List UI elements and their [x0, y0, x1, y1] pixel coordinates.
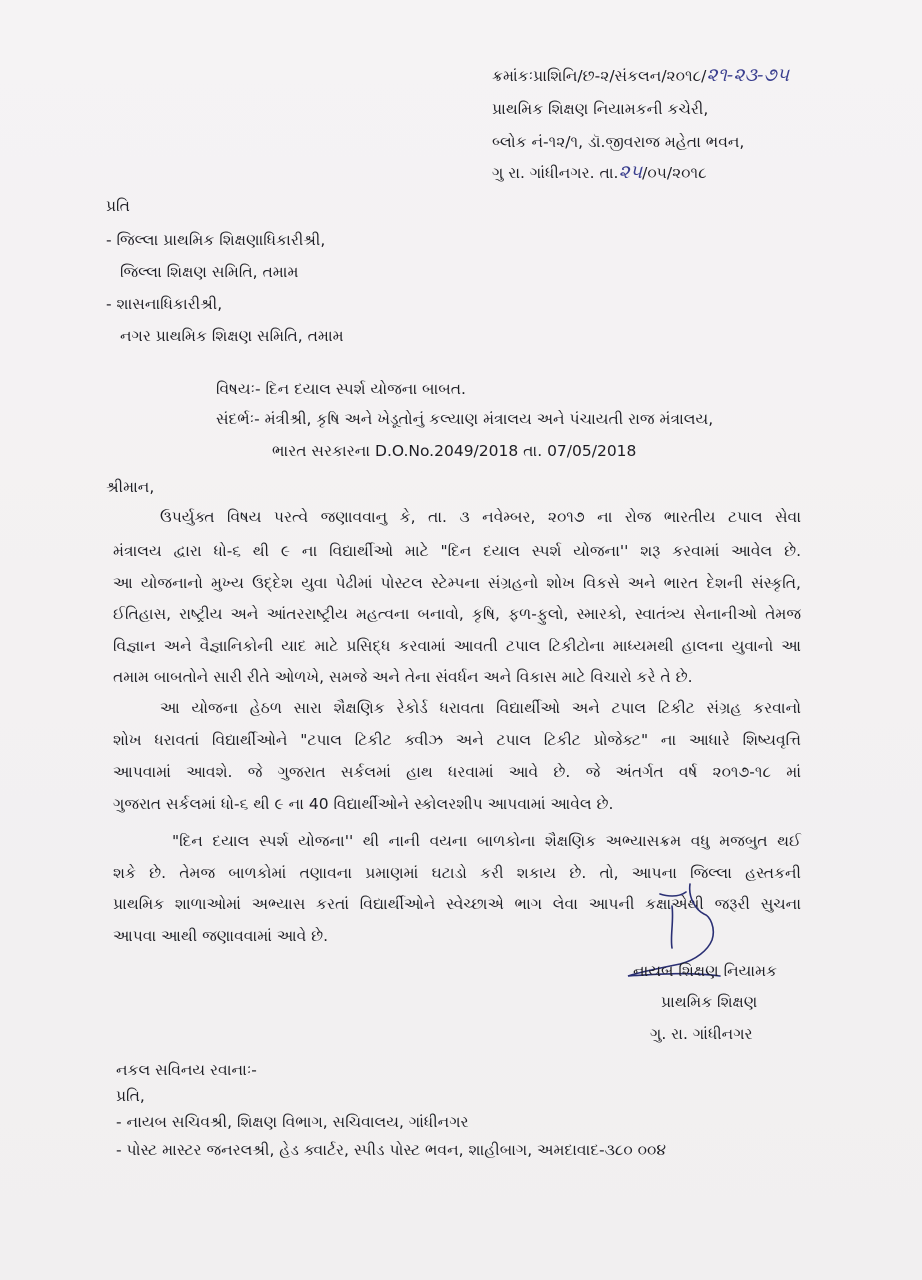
- copy-recipient-2: - પોસ્ટ માસ્ટર જનરલશ્રી, હેડ ક્વાર્ટર, સ્પીડ પોસ્ટ ભવન, શાહીબાગ, અમદાવાદ-૩૮૦ ૦૦૪: [116, 1141, 666, 1159]
- office-address: બ્લોક નં-૧૨/૧, ડૉ.જીવરાજ મહેતા ભવન,: [492, 133, 745, 151]
- paragraph-line: શકે છે. તેમજ બાળકોમાં તણાવના પ્રમાણમાં ઘટાડો કરી શકાય છે. તો, આપના જિલ્લા હસ્તકની: [113, 864, 801, 882]
- paragraph-line: ગુજરાત સર્કલમાં ધો-૬ થી ૯ ના 40 વિદ્યાર્થીઓને સ્કોલરશીપ આપવામાં આવેલ છે.: [113, 795, 614, 813]
- office-name: પ્રાથમિક શિક્ષણ નિયામકની કચેરી,: [492, 100, 709, 118]
- paragraph-line: ઈતિહાસ, રાષ્ટ્રીય અને આંતરરાષ્ટ્રીય મહત્વના બનાવો, કૃષિ, ફળ-ફુલો, સ્મારકો, સ્વાતંત્ર્ય સેનાનીઓ તેમજ: [113, 605, 801, 623]
- signatory-designation: નાયબ શિક્ષણ નિયામક: [633, 962, 777, 980]
- paragraph-line: આપવામાં આવશે. જે ગુજરાત સર્કલમાં હાથ ધરવામાં આવે છે. જે અંતર્ગત વર્ષ ૨૦૧૭-૧૮ માં: [113, 763, 801, 781]
- reference-number: [492, 64, 789, 87]
- paragraph-line: ઉપર્યુક્ત વિષય પરત્વે જણાવવાનુ કે, તા. ૩ નવેમ્બર, ૨૦૧૭ ના રોજ ભારતીય ટપાલ સેવા: [160, 508, 801, 526]
- signatory-department: પ્રાથમિક શિક્ષણ: [661, 993, 758, 1011]
- paragraph-line: તમામ બાબતોને સારી રીતે ઓળખે, સમજે અને તેના સંવર્ધન અને વિકાસ માટે વિચારો કરે તે છે.: [113, 668, 693, 686]
- paragraph-line: આ યોજના હેઠળ સારા શૈક્ષણિક રેકોર્ડ ધરાવતા વિદ્યાર્થીઓ અને ટપાલ ટિકીટ સંગ્રહ કરવાનો: [160, 699, 801, 717]
- recipient-2-org: નગર પ્રાથમિક શિક્ષણ સમિતિ, તમામ: [120, 327, 344, 345]
- paragraph-line: આપવા આથી જણાવવામાં આવે છે.: [113, 927, 329, 945]
- reference-line-2: ભારત સરકારના D.O.No.2049/2018 તા. 07/05/2018: [272, 442, 637, 460]
- reference-line-1: સંદર્ભઃ- મંત્રીશ્રી, કૃષિ અને ખેડૂતોનું કલ્યાણ મંત્રાલય અને પંચાયતી રાજ મંત્રાલય,: [216, 410, 714, 428]
- paragraph-line: શોખ ધરાવતાં વિદ્યાર્થીઓને "ટપાલ ટિકીટ ક્વીઝ અને ટપાલ ટિકીટ પ્રોજેક્ટ" ના આધારે શિષ્યવૃત્તિ: [113, 731, 801, 749]
- copy-recipient-1: - નાયબ સચિવશ્રી, શિક્ષણ વિભાગ, સચિવાલય, ગાંધીનગર: [116, 1113, 469, 1131]
- signatory-location: ગુ. રા. ગાંધીનગર: [650, 1025, 753, 1043]
- date-suffix: /૦૫/૨૦૧૮: [642, 164, 707, 182]
- letter-date: [492, 161, 707, 184]
- salutation: શ્રીમાન,: [106, 478, 155, 496]
- date-prefix: ગુ રા. ગાંધીનગર. તા.: [492, 164, 619, 182]
- paragraph-line: મંત્રાલય દ્વારા ધો-૬ થી ૯ ના વિદ્યાર્થીઓ માટે "દિન દયાલ સ્પર્શ યોજના'' શરૂ કરવામાં આવેલ છે.: [113, 542, 801, 560]
- copy-heading: નકલ સવિનય રવાનાઃ-: [116, 1061, 257, 1079]
- paragraph-line: પ્રાથમિક શાળાઓમાં અભ્યાસ કરતાં વિદ્યાર્થીઓને સ્વેચ્છાએ ભાગ લેવા આપની કક્ષાએથી જરૂરી સુચના: [113, 895, 801, 913]
- copy-prati: પ્રતિ,: [116, 1087, 145, 1105]
- reference-prefix: ક્રમાંકઃપ્રાશિનિ/છ-૨/સંકલન/૨૦૧૮/: [492, 67, 707, 85]
- subject-line: વિષયઃ- દિન દયાલ સ્પર્શ યોજના બાબત.: [216, 380, 466, 398]
- handwritten-reference: ૨૧-૨૩-૭૫: [706, 64, 790, 86]
- recipient-2-title: - શાસનાધિકારીશ્રી,: [106, 295, 223, 313]
- paragraph-line: વિજ્ઞાન અને વૈજ્ઞાનિકોની યાદ માટે પ્રસિદ્ધ કરવામાં આવતી ટપાલ ટિકીટોના માધ્યમથી હાલના યુવાનો આ: [113, 637, 801, 655]
- paragraph-line: "દિન દયાલ સ્પર્શ યોજના'' થી નાની વયના બાળકોના શૈક્ષણિક અભ્યાસક્રમ વધુ મજબુત થઈ: [172, 832, 801, 850]
- recipient-prati: પ્રતિ: [106, 197, 130, 215]
- recipient-1-title: - જિલ્લા પ્રાથમિક શિક્ષણાધિકારીશ્રી,: [106, 231, 326, 249]
- paragraph-line: આ યોજનાનો મુખ્ય ઉદ્દેશ યુવા પેઢીમાં પોસ્ટલ સ્ટેમ્પના સંગ્રહનો શોખ વિકસે અને ભારત દેશની સંસ્કૃતિ,: [113, 574, 801, 592]
- recipient-1-org: જિલ્લા શિક્ષણ સમિતિ, તમામ: [120, 263, 299, 281]
- handwritten-date-day: ૨૫: [618, 161, 643, 183]
